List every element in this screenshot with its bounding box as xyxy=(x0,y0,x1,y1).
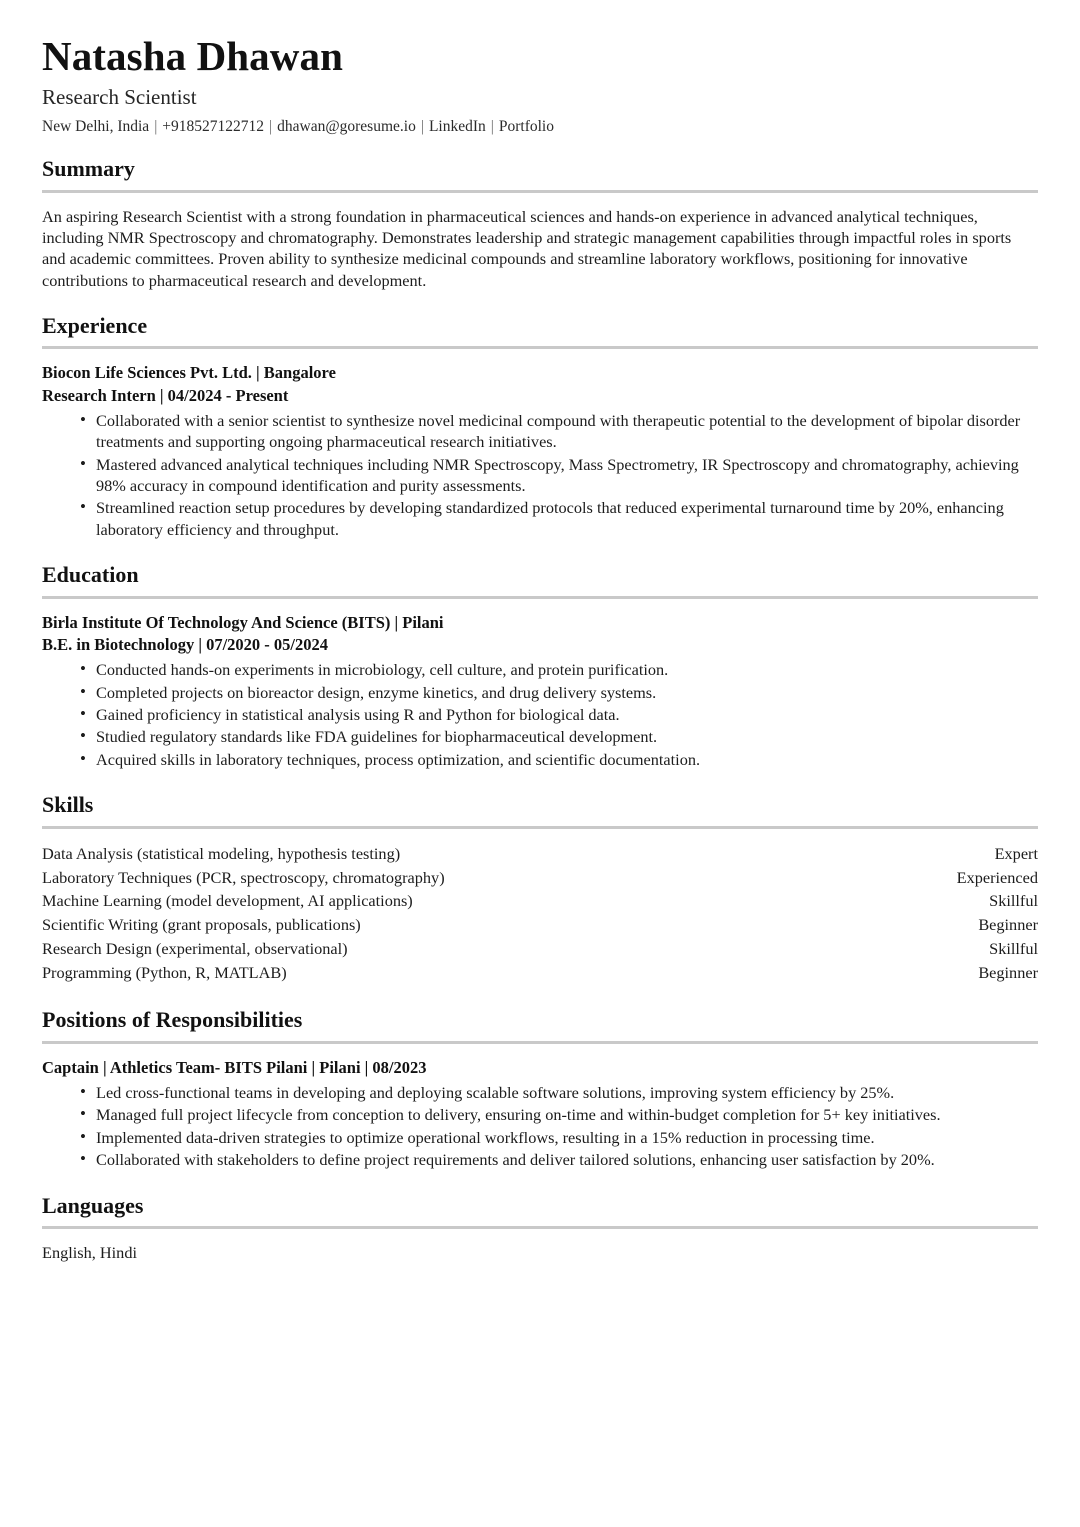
experience-bullet-list xyxy=(42,410,1038,541)
contact-separator: | xyxy=(420,118,424,136)
section-education xyxy=(42,562,1038,770)
list-item: • Collaborated with stakeholders to define project requirements and deliver tailored solutions, enhancing user satisfaction by 20%. xyxy=(80,1149,1038,1170)
skill-level: Beginner xyxy=(978,963,1038,983)
resume-header xyxy=(42,34,1038,137)
education-degree: B.E. in Biotechnology | 07/2020 - 05/2024 xyxy=(42,634,328,654)
contact-separator: | xyxy=(490,118,494,136)
section-positions-of-responsibilities xyxy=(42,1007,1038,1170)
contact-email[interactable]: dhawan@goresume.io xyxy=(277,118,416,136)
skill-level: Experienced xyxy=(956,867,1038,887)
contact-separator: | xyxy=(154,118,158,136)
section-skills xyxy=(42,792,1038,985)
section-divider xyxy=(42,596,1038,599)
skill-name: Machine Learning (model development, AI applications) xyxy=(42,891,413,911)
position-heading: Captain | Athletics Team- BITS Pilani | Pilani | 08/2023 xyxy=(42,1057,427,1077)
skill-level: Skillful xyxy=(989,891,1038,911)
section-languages xyxy=(42,1193,1038,1263)
list-item: • Led cross-functional teams in developing and deploying scalable software solutions, improving system efficiency by 25%. xyxy=(80,1082,1038,1103)
list-item: • Studied regulatory standards like FDA guidelines for biopharmaceutical development. xyxy=(80,726,1038,747)
skills-list xyxy=(42,842,1038,986)
candidate-name: Natasha Dhawan xyxy=(42,33,343,79)
section-divider xyxy=(42,346,1038,349)
section-title-education: Education xyxy=(42,562,139,588)
experience-position: Research Intern | 04/2024 - Present xyxy=(42,385,289,405)
section-summary xyxy=(42,156,1038,291)
skill-name: Data Analysis (statistical modeling, hypothesis testing) xyxy=(42,843,401,863)
section-divider xyxy=(42,1226,1038,1229)
contact-location: New Delhi, India xyxy=(42,118,150,136)
skill-level: Beginner xyxy=(978,915,1038,935)
candidate-role: Research Scientist xyxy=(42,84,197,109)
summary-text: An aspiring Research Scientist with a strong foundation in pharmaceutical sciences and hands-on experience in advanced analytical techniques, including NMR Spectroscopy and chromatography. Demonstrates leadership and strategic management capabilities through impactful roles in sports and academic committees. Proven ability to synthesize medicinal compounds and streamline laboratory workflows, positioning for innovative contributions to pharmaceutical research and development. xyxy=(42,206,1012,290)
skill-row xyxy=(42,889,1038,913)
section-experience xyxy=(42,313,1038,540)
section-divider xyxy=(42,190,1038,193)
contact-separator: | xyxy=(269,118,273,136)
skill-level: Expert xyxy=(994,843,1038,863)
experience-organization: Biocon Life Sciences Pvt. Ltd. | Bangalore xyxy=(42,363,336,383)
list-item: • Gained proficiency in statistical analysis using R and Python for biological data. xyxy=(80,704,1038,725)
skill-name: Laboratory Techniques (PCR, spectroscopy, chromatography) xyxy=(42,867,445,887)
list-item: • Implemented data-driven strategies to optimize operational workflows, resulting in a 15% reduction in processing time. xyxy=(80,1127,1038,1148)
section-title-positions: Positions of Responsibilities xyxy=(42,1007,303,1033)
section-title-languages: Languages xyxy=(42,1192,144,1218)
education-entry xyxy=(42,612,1038,771)
skill-row xyxy=(42,937,1038,961)
section-title-skills: Skills xyxy=(42,792,94,818)
languages-text: English, Hindi xyxy=(42,1242,137,1262)
section-title-summary: Summary xyxy=(42,156,135,182)
experience-entry xyxy=(42,362,1038,540)
education-bullet-list xyxy=(42,659,1038,770)
section-divider xyxy=(42,1041,1038,1044)
list-item: • Managed full project lifecycle from conception to delivery, ensuring on-time and within-budget completion for 5+ key initiatives. xyxy=(80,1104,1038,1125)
skill-row xyxy=(42,866,1038,890)
list-item: • Collaborated with a senior scientist to synthesize novel medicinal compound with therapeutic potential to the development of bipolar disorder treatments and supporting ongoing pharmaceutical research initiatives. xyxy=(80,410,1038,453)
contact-phone[interactable]: +918527122712 xyxy=(162,118,265,136)
contact-portfolio-link[interactable]: Portfolio xyxy=(498,118,554,136)
skill-name: Programming (Python, R, MATLAB) xyxy=(42,963,287,983)
position-entry xyxy=(42,1057,1038,1171)
contact-linkedin-link[interactable]: LinkedIn xyxy=(428,118,486,136)
list-item: • Completed projects on bioreactor design, enzyme kinetics, and drug delivery systems. xyxy=(80,682,1038,703)
list-item: • Conducted hands-on experiments in microbiology, cell culture, and protein purification. xyxy=(80,659,1038,680)
position-bullet-list xyxy=(42,1082,1038,1171)
skill-name: Scientific Writing (grant proposals, publications) xyxy=(42,915,361,935)
education-institution: Birla Institute Of Technology And Science (BITS) | Pilani xyxy=(42,612,444,632)
list-item: • Mastered advanced analytical techniques including NMR Spectroscopy, Mass Spectrometry, IR Spectroscopy and chromatography, achieving 98% accuracy in compound identification and purity assessments. xyxy=(80,454,1038,497)
list-item: • Acquired skills in laboratory techniques, process optimization, and scientific documentation. xyxy=(80,749,1038,770)
section-divider xyxy=(42,826,1038,829)
skill-row xyxy=(42,842,1038,866)
contact-line xyxy=(42,117,1038,137)
skill-row xyxy=(42,913,1038,937)
skill-name: Research Design (experimental, observational) xyxy=(42,939,348,959)
section-title-experience: Experience xyxy=(42,312,148,338)
list-item: • Streamlined reaction setup procedures by developing standardized protocols that reduced experimental turnaround time by 20%, enhancing laboratory efficiency and throughput. xyxy=(80,497,1038,540)
skill-level: Skillful xyxy=(989,939,1038,959)
skill-row xyxy=(42,961,1038,985)
